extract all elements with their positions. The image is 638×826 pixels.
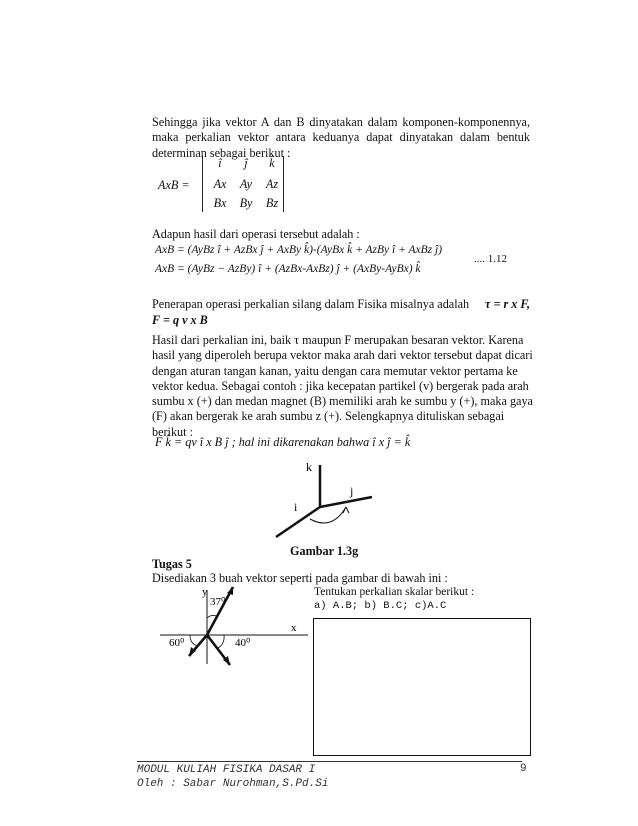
determinant-right-bar (283, 156, 284, 212)
footer-title: MODUL KULIAH FISIKA DASAR I (137, 764, 316, 776)
j-axis (320, 497, 372, 507)
rule-line-5: sumbu x (+) dan medan magnet (B) memiliki arah ke sumbu y (+), maka gaya (152, 394, 533, 409)
tugas-text: Disediakan 3 buah vektor seperti pada gambar di bawah ini : (152, 571, 448, 585)
equation-2: AxB = (AyBz − AzBy) î + (AzBx-AxBz) ĵ + (AxBy-AyBx) k̂ (155, 263, 421, 275)
tugas-instruction: Tentukan perkalian skalar berikut : (314, 586, 475, 598)
label-40: 40⁰ (235, 637, 251, 649)
angle-40-arc (218, 635, 224, 648)
det-r2c2: Ay (239, 177, 253, 191)
footer-author: Oleh : Sabar Nurohman,S.Pd.Si (137, 778, 329, 790)
tugas-title: Tugas 5 (152, 557, 192, 571)
equation-3: F k̂ = qv î x B ĵ ; hal ini dikarenakan bahwa î x ĵ = k̂ (155, 435, 411, 449)
det-r3c2: By (239, 196, 253, 210)
det-r1c1: î (218, 156, 222, 170)
equation-1: AxB = (AyBz î + AzBx ĵ + AxBy k̂)-(AyBx k̂ + AzBy î + AxBz ĵ) (155, 244, 443, 256)
determinant (158, 156, 298, 214)
application-text: Penerapan operasi perkalian silang dalam Fisika misalnya adalah (152, 297, 470, 311)
rule-line-7: berikut : (152, 424, 193, 439)
det-r1c2: ĵ (244, 156, 248, 170)
answer-box[interactable] (313, 618, 531, 756)
det-r2c3: Az (265, 177, 279, 191)
label-37: 37⁰ (210, 596, 226, 608)
rule-line-3: dengan aturan tangan kanan, yaitu dengan cara memutar vektor pertama ke (152, 363, 518, 378)
footer-rule (137, 761, 522, 762)
torque-formula: τ = r x F, (485, 297, 530, 311)
axes-figure (270, 455, 380, 545)
label-j: j (350, 484, 354, 498)
vector-a (207, 587, 233, 635)
label-i: i (294, 500, 298, 514)
rule-paragraph (152, 333, 533, 440)
intro-text: Sehingga jika vektor A dan B dinyatakan dalam komponen-komponennya, maka perkalian vektor antara keduanya dapat dinyatakan dalam bentuk determinan sebagai berikut : (152, 115, 530, 160)
det-r3c3: Bz (265, 196, 279, 210)
angle-60-arc (190, 635, 198, 646)
det-r2c1: Ax (213, 177, 227, 191)
i-axis (276, 507, 320, 537)
label-60: 60⁰ (169, 637, 185, 649)
result-intro: Adapun hasil dari operasi tersebut adalah : (152, 227, 360, 241)
determinant-left-bar (202, 156, 203, 212)
vector-figure (140, 584, 310, 666)
intro-paragraph (152, 115, 530, 161)
page-number: 9 (520, 763, 527, 775)
label-k: k (306, 460, 312, 474)
figure-caption: Gambar 1.3g (290, 544, 359, 558)
label-y: y (202, 586, 208, 598)
det-r3c1: Bx (213, 196, 227, 210)
angle-37-arc (207, 615, 216, 618)
application-line-1 (152, 297, 530, 312)
rule-line-4: vektor kedua. Sebagai contoh : jika kecepatan partikel (v) bergerak pada arah (152, 378, 529, 393)
rule-line-6: (F) akan bergerak ke arah sumbu z (+). Selengkapnya dituliskan sebagai (152, 409, 505, 424)
tugas-items: a) A.B; b) B.C; c)A.C (314, 600, 447, 612)
det-r1c3: k̂ (269, 156, 275, 170)
rule-line-2: hasil yang diperoleh berupa vektor maka arah dari vektor tersebut dapat dicari (152, 348, 533, 363)
determinant-lhs: AxB = (158, 178, 190, 192)
lorentz-formula: F = q v x B (152, 313, 208, 327)
rule-line-1: Hasil dari perkalian ini, baik τ maupun F merupakan besaran vektor. Karena (152, 333, 524, 347)
label-x: x (291, 622, 297, 634)
equation-number: .... 1.12 (474, 253, 507, 265)
